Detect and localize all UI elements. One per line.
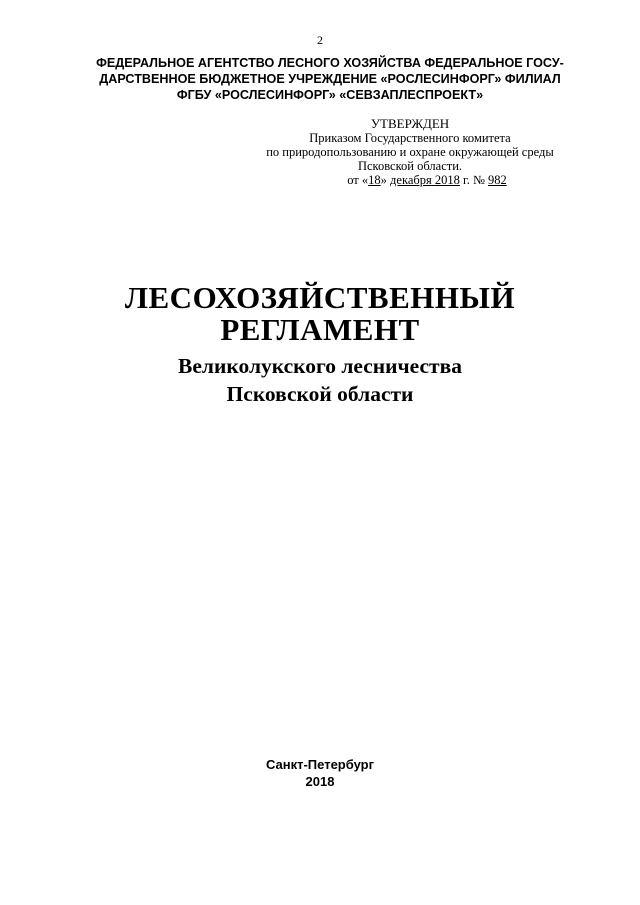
org-header-line-1: ФЕДЕРАЛЬНОЕ АГЕНТСТВО ЛЕСНОГО ХОЗЯЙСТВА ФЕДЕРАЛЬНОЕ ГОСУ-	[96, 56, 564, 70]
org-header-line-2: ДАРСТВЕННОЕ БЮДЖЕТНОЕ УЧРЕЖДЕНИЕ «РОСЛЕСИНФОРГ» ФИЛИАЛ	[99, 72, 561, 86]
approval-month: декабря	[390, 173, 432, 187]
document-title	[0, 282, 640, 408]
organization-header	[84, 55, 576, 103]
approval-line-3: Псковской области.	[357, 159, 463, 173]
approval-day: 18	[368, 173, 381, 187]
year-suffix: г. №	[459, 173, 489, 187]
approval-number: 982	[488, 173, 507, 187]
date-mid: »	[380, 173, 391, 187]
org-header-line-3: ФГБУ «РОСЛЕСИНФОРГ» «СЕВЗАПЛЕСПРОЕКТ»	[176, 88, 484, 102]
footer-year: 2018	[305, 774, 335, 789]
title-main-line-1: ЛЕСОХОЗЯЙСТВЕННЫЙ	[124, 280, 516, 315]
approval-line-1: Приказом Государственного комитета	[309, 131, 511, 145]
approval-year: 2018	[434, 173, 460, 187]
approval-month-year	[390, 173, 460, 187]
approval-date-line	[245, 173, 575, 187]
approved-label: УТВЕРЖДЕН	[370, 116, 450, 131]
document-footer	[0, 756, 640, 790]
title-main-line-2: РЕГЛАМЕНТ	[220, 312, 420, 347]
page-number: 2	[317, 33, 323, 47]
title-sub-line-2: Псковской области	[226, 382, 414, 406]
date-prefix: от «	[347, 173, 369, 187]
footer-city: Санкт-Петербург	[265, 757, 375, 772]
title-sub-line-1: Великолукского лесничества	[178, 354, 462, 378]
approval-line-2: по природопользованию и охране окружающей среды	[266, 145, 554, 159]
approval-block	[245, 117, 575, 187]
